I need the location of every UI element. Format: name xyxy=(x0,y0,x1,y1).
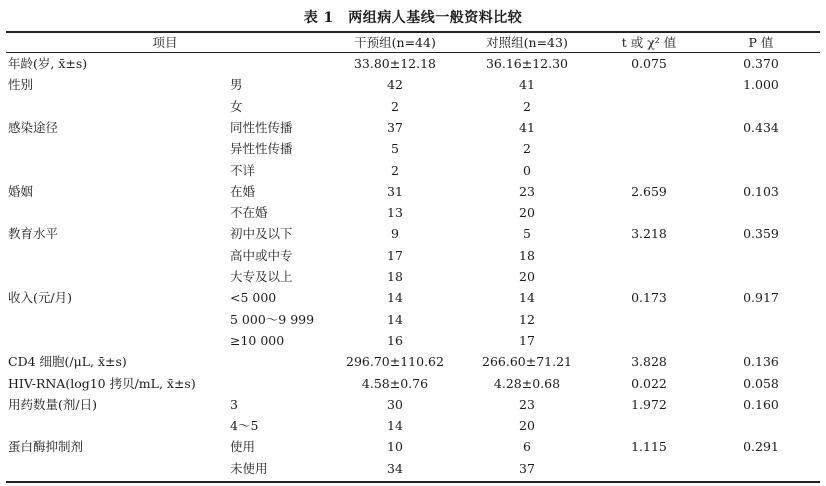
row-intervention-value: 16 xyxy=(387,332,403,348)
row-stat-value: 0.075 xyxy=(631,56,667,71)
table-row xyxy=(0,458,826,479)
row-p-value: 0.160 xyxy=(743,396,779,412)
row-item: 用药数量(剂/日) xyxy=(8,396,97,412)
row-intervention-value: 34 xyxy=(387,460,403,476)
row-stat-value: 1.115 xyxy=(631,439,667,455)
row-subitem: 4～5 xyxy=(230,418,259,434)
row-p-value: 0.136 xyxy=(743,354,779,370)
table-row xyxy=(0,117,826,138)
row-intervention-value: 2 xyxy=(391,162,399,178)
row-item: HIV-RNA(log10 拷贝/mL, x̄±s) xyxy=(8,375,196,391)
row-item: 感染途径 xyxy=(8,119,59,135)
row-item: 年龄(岁, x̄±s) xyxy=(8,56,88,71)
row-control-value: 2 xyxy=(523,141,531,157)
row-subitem: 异性性传播 xyxy=(230,141,293,157)
row-intervention-value: 17 xyxy=(387,247,403,263)
table-row xyxy=(0,96,826,117)
row-subitem: 同性性传播 xyxy=(230,119,293,135)
row-p-value: 1.000 xyxy=(743,77,779,93)
row-control-value: 12 xyxy=(519,311,535,327)
row-subitem: 初中及以下 xyxy=(230,226,293,242)
header-control: 对照组(n=43) xyxy=(486,35,568,50)
row-stat-value: 2.659 xyxy=(631,183,667,199)
row-control-value: 23 xyxy=(519,396,535,412)
row-intervention-value: 296.70±110.62 xyxy=(346,354,444,370)
table-row xyxy=(0,287,826,308)
row-item: CD4 细胞(/μL, x̄±s) xyxy=(8,354,127,370)
table-row xyxy=(0,351,826,372)
header-p: P 值 xyxy=(748,35,774,50)
row-control-value: 18 xyxy=(519,247,535,263)
row-subitem: 男 xyxy=(230,77,243,93)
table-row xyxy=(0,74,826,95)
row-control-value: 6 xyxy=(523,439,531,455)
row-intervention-value: 14 xyxy=(387,418,403,434)
row-subitem: 不在婚 xyxy=(230,205,268,221)
table-row xyxy=(0,53,826,74)
row-intervention-value: 30 xyxy=(387,396,403,412)
row-control-value: 266.60±71.21 xyxy=(482,354,572,370)
table-row xyxy=(0,138,826,159)
row-stat-value: 3.218 xyxy=(631,226,667,242)
row-intervention-value: 13 xyxy=(387,205,403,221)
table-header-row xyxy=(0,32,826,53)
table-row xyxy=(0,223,826,244)
row-intervention-value: 5 xyxy=(391,141,399,157)
table-row xyxy=(0,309,826,330)
row-stat-value: 0.022 xyxy=(631,375,667,391)
row-intervention-value: 37 xyxy=(387,119,403,135)
row-control-value: 20 xyxy=(519,205,535,221)
row-control-value: 14 xyxy=(519,290,535,306)
row-item: 婚姻 xyxy=(8,183,34,199)
table-row xyxy=(0,330,826,351)
row-p-value: 0.103 xyxy=(743,183,779,199)
row-item: 收入(元/月) xyxy=(8,290,72,306)
row-intervention-value: 33.80±12.18 xyxy=(353,56,437,71)
row-subitem: 3 xyxy=(230,396,238,412)
row-p-value: 0.291 xyxy=(743,439,779,455)
row-control-value: 17 xyxy=(519,332,535,348)
row-p-value: 0.370 xyxy=(743,56,779,71)
row-intervention-value: 9 xyxy=(391,226,399,242)
bottom-rule xyxy=(6,481,820,483)
row-stat-value: 3.828 xyxy=(631,354,667,370)
row-subitem: ≥10 000 xyxy=(230,332,285,348)
row-stat-value: 0.173 xyxy=(631,290,667,306)
header-stat: t 或 χ² 值 xyxy=(621,35,677,50)
row-subitem: 女 xyxy=(230,98,243,114)
row-stat-value: 1.972 xyxy=(631,396,667,412)
row-item: 教育水平 xyxy=(8,226,59,242)
header-intervention: 干预组(n=44) xyxy=(354,35,436,50)
table-row xyxy=(0,394,826,415)
row-control-value: 41 xyxy=(519,119,535,135)
row-subitem: 在婚 xyxy=(230,183,256,199)
table-row xyxy=(0,266,826,287)
row-subitem: 5 000～9 999 xyxy=(230,311,315,327)
row-p-value: 0.434 xyxy=(743,119,779,135)
row-item: 性别 xyxy=(8,77,34,93)
table-row xyxy=(0,415,826,436)
row-control-value: 41 xyxy=(519,77,535,93)
table-row xyxy=(0,373,826,394)
row-intervention-value: 31 xyxy=(387,183,403,199)
row-p-value: 0.917 xyxy=(743,290,779,306)
row-control-value: 2 xyxy=(523,98,531,114)
row-control-value: 0 xyxy=(523,162,531,178)
table-caption: 表 1 两组病人基线一般资料比较 xyxy=(303,10,523,26)
row-intervention-value: 14 xyxy=(387,290,403,306)
row-control-value: 37 xyxy=(519,460,535,476)
row-control-value: 5 xyxy=(523,226,531,242)
row-control-value: 36.16±12.30 xyxy=(485,56,569,71)
row-intervention-value: 14 xyxy=(387,311,403,327)
table-row xyxy=(0,436,826,457)
table-row xyxy=(0,181,826,202)
row-subitem: 未使用 xyxy=(230,460,268,476)
row-subitem: <5 000 xyxy=(230,290,277,306)
table-row xyxy=(0,245,826,266)
row-control-value: 23 xyxy=(519,183,535,199)
row-p-value: 0.058 xyxy=(743,375,779,391)
header-item: 项目 xyxy=(152,35,178,50)
row-intervention-value: 10 xyxy=(387,439,403,455)
row-p-value: 0.359 xyxy=(743,226,779,242)
row-subitem: 使用 xyxy=(230,439,256,455)
row-subitem: 大专及以上 xyxy=(230,269,293,284)
row-intervention-value: 42 xyxy=(387,77,403,93)
row-item: 蛋白酶抑制剂 xyxy=(8,439,84,455)
row-control-value: 20 xyxy=(519,269,535,284)
row-intervention-value: 2 xyxy=(391,98,399,114)
row-subitem: 不详 xyxy=(230,162,256,178)
row-control-value: 4.28±0.68 xyxy=(493,375,561,391)
row-intervention-value: 4.58±0.76 xyxy=(361,375,429,391)
table-row xyxy=(0,202,826,223)
row-intervention-value: 18 xyxy=(387,269,403,284)
row-subitem: 高中或中专 xyxy=(230,247,293,263)
table-row xyxy=(0,160,826,181)
row-control-value: 20 xyxy=(519,418,535,434)
